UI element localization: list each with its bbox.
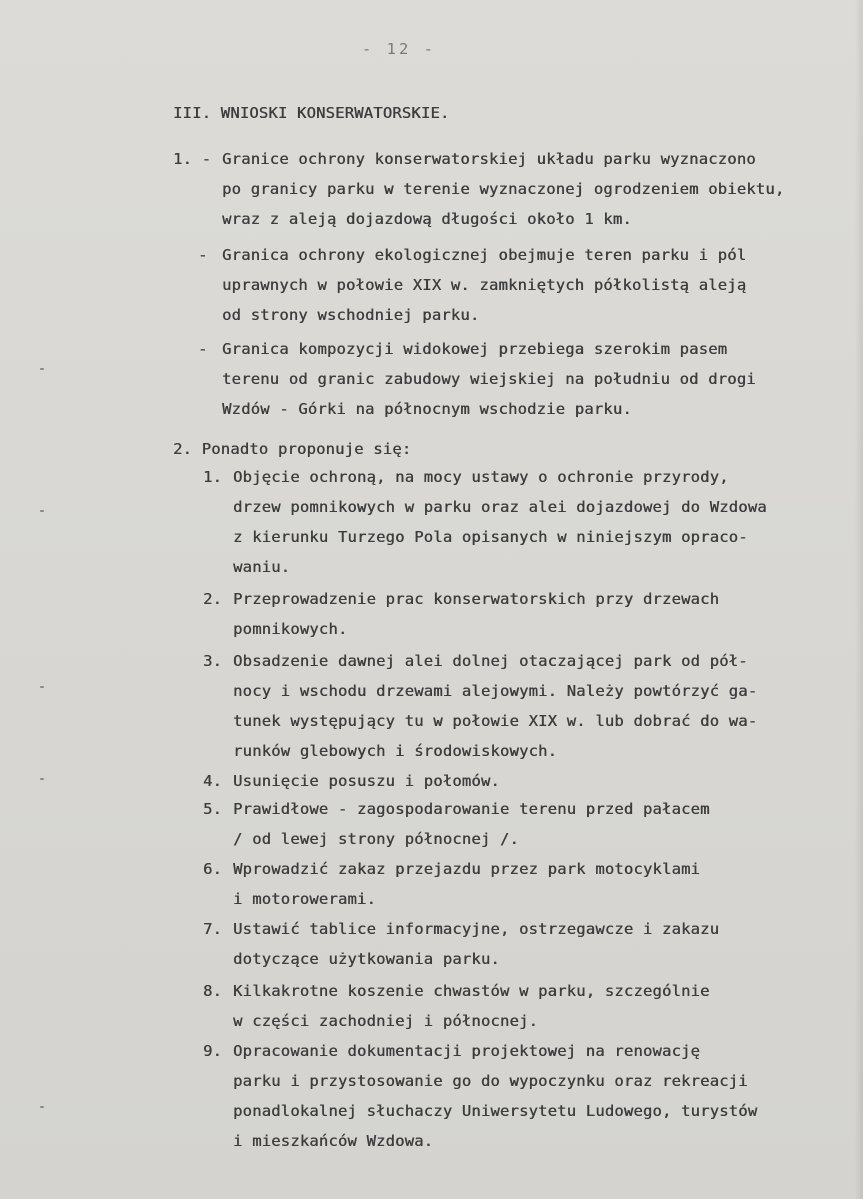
list-item-line: waniu. xyxy=(233,558,291,576)
section1-line: Granica ochrony ekologicznej obejmuje teren parku i pól xyxy=(222,246,747,264)
list-item-line: Kilkakrotne koszenie chwastów w parku, szczególnie xyxy=(233,982,710,1000)
list-item-number: 2. xyxy=(203,590,223,608)
section2-intro: 2. Ponadto proponuje się: xyxy=(173,440,412,458)
list-item-number: 4. xyxy=(203,772,223,790)
list-item-line: dotyczące użytkowania parku. xyxy=(233,950,500,968)
list-item-line: parku i przystosowanie go do wypoczynku oraz rekreacji xyxy=(233,1072,748,1090)
section1-line: wraz z aleją dojazdową długości około 1 km. xyxy=(222,210,632,228)
punch-mark xyxy=(40,510,44,512)
list-item-line: pomnikowych. xyxy=(233,620,348,638)
punch-mark xyxy=(40,778,44,780)
punch-mark xyxy=(40,368,44,370)
list-item-number: 9. xyxy=(203,1042,223,1060)
list-item-line: nocy i wschodu drzewami alejowymi. Należy powtórzyć ga- xyxy=(233,682,758,700)
list-item-line: Opracowanie dokumentacji projektowej na renowację xyxy=(233,1042,701,1060)
list-item-line: Przeprowadzenie prac konserwatorskich przy drzewach xyxy=(233,590,720,608)
section1-line: terenu od granic zabudowy wiejskiej na południu od drogi xyxy=(222,370,756,388)
list-item-line: Wprowadzić zakaz przejazdu przez park motocyklami xyxy=(233,860,701,878)
list-item-number: 7. xyxy=(203,920,223,938)
list-item-line: i motorowerami. xyxy=(233,890,376,908)
list-item-number: 1. xyxy=(203,468,223,486)
section1-line: Granica kompozycji widokowej przebiega szerokim pasem xyxy=(222,340,728,358)
list-item-number: 5. xyxy=(203,800,223,818)
list-item-line: / od lewej strony północnej /. xyxy=(233,830,519,848)
list-item-number: 6. xyxy=(203,860,223,878)
list-item-line: Prawidłowe - zagospodarowanie terenu przed pałacem xyxy=(233,800,710,818)
section1-line: uprawnych w połowie XIX w. zamkniętych półkolistą aleją xyxy=(222,276,747,294)
list-item-line: i mieszkańców Wzdowa. xyxy=(233,1132,434,1150)
section1-marker: - xyxy=(198,340,208,358)
section1-line: Granice ochrony konserwatorskiej układu parku wyznaczono xyxy=(222,150,756,168)
list-item-line: Usunięcie posuszu i połomów. xyxy=(233,772,500,790)
punch-mark xyxy=(40,686,44,688)
section-heading: III. WNIOSKI KONSERWATORSKIE. xyxy=(173,104,450,122)
section1-line: po granicy parku w terenie wyznaczonej ogrodzeniem obiektu, xyxy=(222,180,785,198)
list-item-line: Ustawić tablice informacyjne, ostrzegawcze i zakazu xyxy=(233,920,720,938)
section1-marker: - xyxy=(198,246,208,264)
list-item-number: 8. xyxy=(203,982,223,1000)
section1-line: Wzdów - Górki na północnym wschodzie parku. xyxy=(222,400,632,418)
list-item-line: tunek występujący tu w połowie XIX w. lub dobrać do wa- xyxy=(233,712,758,730)
list-item-line: Obsadzenie dawnej alei dolnej otaczającej park od pół- xyxy=(233,652,748,670)
list-item-line: w części zachodniej i północnej. xyxy=(233,1012,539,1030)
list-item-number: 3. xyxy=(203,652,223,670)
list-item-line: ponadlokalnej słuchaczy Uniwersytetu Ludowego, turystów xyxy=(233,1102,758,1120)
section1-marker: 1. - xyxy=(173,150,212,168)
section1-line: od strony wschodniej parku. xyxy=(222,306,480,324)
list-item-line: runków glebowych i środowiskowych. xyxy=(233,742,558,760)
list-item-line: z kierunku Turzego Pola opisanych w niniejszym opraco- xyxy=(233,528,748,546)
list-item-line: Objęcie ochroną, na mocy ustawy o ochronie przyrody, xyxy=(233,468,729,486)
page-number: - 12 - xyxy=(362,40,436,58)
punch-mark xyxy=(40,1106,44,1108)
list-item-line: drzew pomnikowych w parku oraz alei dojazdowej do Wzdowa xyxy=(233,498,767,516)
